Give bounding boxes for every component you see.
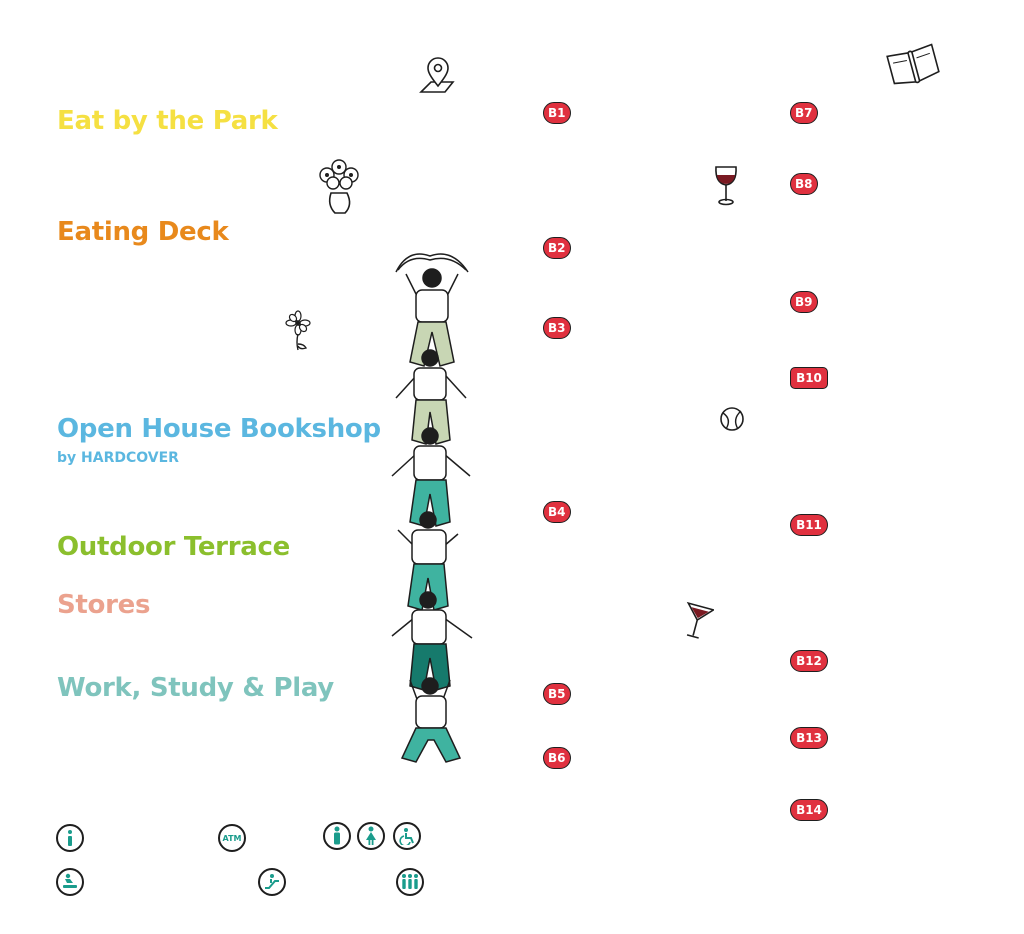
wine-glass-icon	[712, 163, 740, 207]
atm-icon	[218, 824, 246, 852]
legend-eating-deck: Eating Deck	[57, 217, 229, 247]
flower-vase-icon	[313, 155, 365, 219]
human-tower-illustration	[388, 240, 478, 770]
female-toilet-icon	[357, 822, 385, 850]
escalator-icon	[258, 868, 286, 896]
family-icon	[396, 868, 424, 896]
map-pin-icon	[417, 56, 459, 96]
badge-b11[interactable]: B11	[790, 514, 828, 536]
legend-stores: Stores	[57, 590, 151, 620]
badge-b2[interactable]: B2	[543, 237, 571, 259]
badge-b14[interactable]: B14	[790, 799, 828, 821]
badge-b7[interactable]: B7	[790, 102, 818, 124]
legend-eat-by-the-park: Eat by the Park	[57, 106, 278, 136]
flower-icon	[284, 310, 312, 352]
legend-bookshop-sub: by HARDCOVER	[57, 450, 179, 466]
badge-b3[interactable]: B3	[543, 317, 571, 339]
badge-b1[interactable]: B1	[543, 102, 571, 124]
badge-b5[interactable]: B5	[543, 683, 571, 705]
legend-work-study-play: Work, Study & Play	[57, 673, 334, 703]
male-toilet-icon	[323, 822, 351, 850]
tennis-ball-icon	[718, 405, 746, 433]
info-icon	[56, 824, 84, 852]
open-book-icon	[884, 40, 942, 88]
badge-b8[interactable]: B8	[790, 173, 818, 195]
badge-b4[interactable]: B4	[543, 501, 571, 523]
nursing-room-icon	[56, 868, 84, 896]
badge-b12[interactable]: B12	[790, 650, 828, 672]
accessible-toilet-icon	[393, 822, 421, 850]
legend-outdoor-terrace: Outdoor Terrace	[57, 532, 290, 562]
legend-bookshop: Open House Bookshop	[57, 414, 381, 444]
badge-b6[interactable]: B6	[543, 747, 571, 769]
badge-b10[interactable]: B10	[790, 367, 828, 389]
cocktail-icon	[680, 600, 714, 642]
atm-label: ATM	[222, 833, 242, 843]
badge-b9[interactable]: B9	[790, 291, 818, 313]
badge-b13[interactable]: B13	[790, 727, 828, 749]
